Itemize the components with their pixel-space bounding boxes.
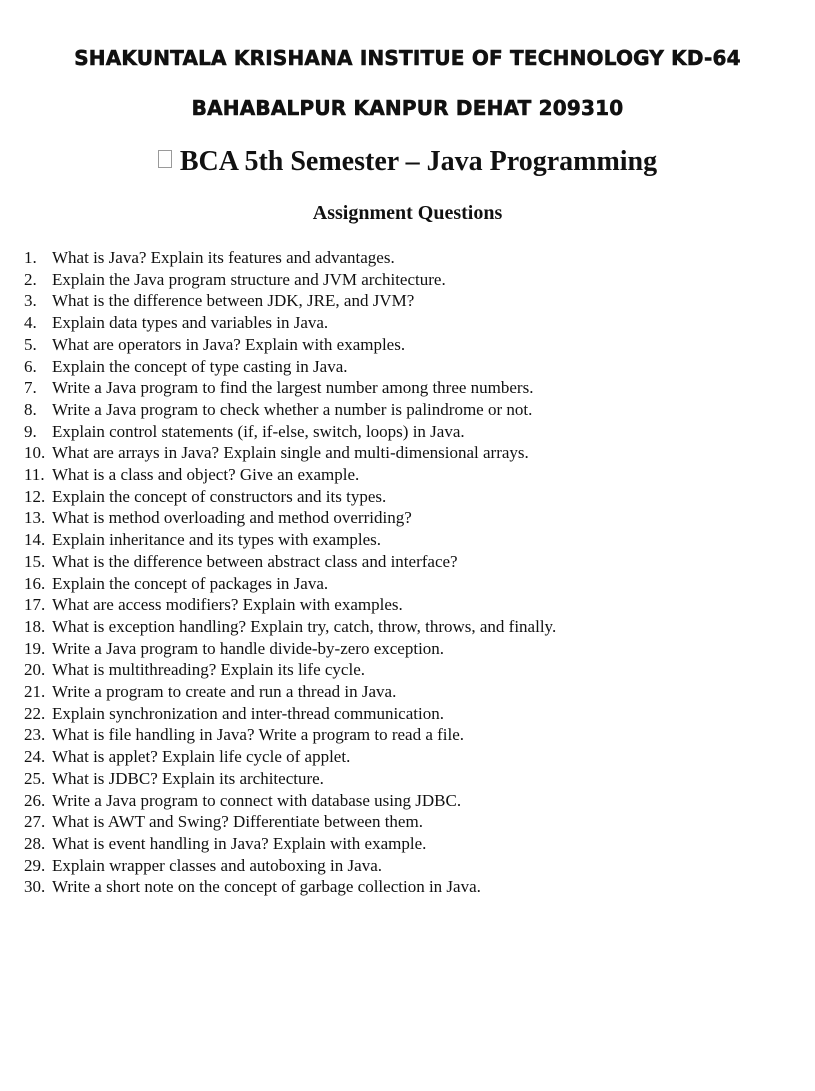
question-item bbox=[24, 529, 556, 551]
question-number: 24. bbox=[24, 747, 46, 767]
question-item bbox=[24, 681, 556, 703]
institute-name-line-1: SHAKUNTALA KRISHANA INSTITUE OF TECHNOLOGY KD-64 bbox=[74, 46, 741, 70]
question-item bbox=[24, 703, 556, 725]
question-text: What is applet? Explain life cycle of applet. bbox=[52, 747, 351, 767]
question-text: Explain inheritance and its types with examples. bbox=[52, 530, 382, 550]
question-number: 30. bbox=[24, 877, 46, 897]
institute-address-line-2: BAHABALPUR KANPUR DEHAT 209310 bbox=[191, 96, 624, 120]
question-number: 20. bbox=[24, 660, 46, 680]
question-number: 27. bbox=[24, 812, 46, 832]
question-item bbox=[24, 811, 556, 833]
question-item bbox=[24, 638, 556, 660]
question-item bbox=[24, 768, 556, 790]
question-text: What are access modifiers? Explain with examples. bbox=[52, 595, 403, 615]
question-number: 7. bbox=[24, 378, 37, 398]
question-text: Write a program to create and run a thread in Java. bbox=[52, 682, 397, 702]
question-number: 14. bbox=[24, 530, 46, 550]
course-title bbox=[0, 146, 815, 178]
question-item bbox=[24, 616, 556, 638]
question-text: What is Java? Explain its features and advantages. bbox=[52, 248, 395, 267]
question-text: Explain the concept of packages in Java. bbox=[52, 573, 329, 593]
question-text: What is a class and object? Give an example. bbox=[52, 465, 360, 485]
question-text: Write a Java program to find the largest number among three numbers. bbox=[52, 378, 534, 398]
question-item bbox=[24, 442, 556, 464]
question-number: 8. bbox=[24, 399, 37, 419]
question-item bbox=[24, 724, 556, 746]
question-text: Explain control statements (if, if-else, switch, loops) in Java. bbox=[52, 421, 465, 441]
question-item bbox=[24, 659, 556, 681]
question-number: 19. bbox=[24, 638, 46, 658]
question-text: What are operators in Java? Explain with examples. bbox=[52, 334, 406, 354]
question-item bbox=[24, 421, 556, 443]
question-number: 11. bbox=[24, 465, 45, 485]
question-item bbox=[24, 312, 556, 334]
question-text: Write a Java program to connect with database using JDBC. bbox=[52, 790, 462, 810]
question-number: 1. bbox=[24, 248, 37, 267]
question-number: 29. bbox=[24, 855, 46, 875]
question-item bbox=[24, 247, 556, 269]
question-item bbox=[24, 833, 556, 855]
question-text: What is the difference between abstract class and interface? bbox=[52, 551, 458, 571]
course-title-text: BCA 5th Semester – Java Programming bbox=[179, 146, 658, 177]
question-number: 16. bbox=[24, 573, 46, 593]
question-item bbox=[24, 507, 556, 529]
question-item bbox=[24, 876, 556, 898]
question-text: Explain the concept of type casting in Java. bbox=[52, 356, 348, 376]
question-number: 28. bbox=[24, 833, 46, 853]
question-item bbox=[24, 790, 556, 812]
question-item bbox=[24, 551, 556, 573]
question-item bbox=[24, 573, 556, 595]
question-item bbox=[24, 746, 556, 768]
question-text: What is method overloading and method overriding? bbox=[52, 508, 412, 528]
question-item bbox=[24, 486, 556, 508]
question-number: 13. bbox=[24, 508, 46, 528]
question-text: What is JDBC? Explain its architecture. bbox=[52, 768, 324, 788]
question-item bbox=[24, 855, 556, 877]
question-number: 18. bbox=[24, 616, 46, 636]
question-number: 15. bbox=[24, 551, 46, 571]
question-text: What is exception handling? Explain try, catch, throw, throws, and finally. bbox=[52, 616, 557, 636]
question-text: Write a short note on the concept of garbage collection in Java. bbox=[52, 877, 481, 897]
question-number: 3. bbox=[24, 291, 37, 311]
question-item bbox=[24, 290, 556, 312]
question-number: 2. bbox=[24, 269, 37, 289]
question-text: Write a Java program to handle divide-by-zero exception. bbox=[52, 638, 445, 658]
section-heading: Assignment Questions bbox=[312, 202, 503, 224]
question-text: Write a Java program to check whether a number is palindrome or not. bbox=[52, 399, 533, 419]
question-list bbox=[24, 247, 556, 898]
question-text: What is multithreading? Explain its life cycle. bbox=[52, 660, 365, 680]
question-number: 4. bbox=[24, 313, 37, 333]
question-text: What is file handling in Java? Write a program to read a file. bbox=[52, 725, 465, 745]
question-text: What are arrays in Java? Explain single and multi-dimensional arrays. bbox=[52, 443, 529, 463]
question-number: 6. bbox=[24, 356, 37, 376]
question-number: 22. bbox=[24, 703, 46, 723]
question-number: 9. bbox=[24, 421, 37, 441]
question-text: Explain the concept of constructors and its types. bbox=[52, 486, 387, 506]
question-item bbox=[24, 399, 556, 421]
question-item bbox=[24, 377, 556, 399]
question-number: 17. bbox=[24, 595, 46, 615]
question-text: What is event handling in Java? Explain with example. bbox=[52, 833, 427, 853]
question-item bbox=[24, 594, 556, 616]
question-text: Explain wrapper classes and autoboxing in Java. bbox=[52, 855, 382, 875]
question-item bbox=[24, 269, 556, 291]
question-number: 10. bbox=[24, 443, 46, 463]
question-text: Explain the Java program structure and JVM architecture. bbox=[52, 269, 446, 289]
question-text: What is the difference between JDK, JRE, and JVM? bbox=[52, 291, 415, 311]
question-number: 26. bbox=[24, 790, 46, 810]
question-number: 12. bbox=[24, 486, 46, 506]
question-text: Explain data types and variables in Java. bbox=[52, 313, 329, 333]
question-number: 23. bbox=[24, 725, 46, 745]
question-item bbox=[24, 334, 556, 356]
question-text: Explain synchronization and inter-thread communication. bbox=[52, 703, 444, 723]
missing-glyph-icon bbox=[158, 150, 172, 168]
question-number: 21. bbox=[24, 682, 46, 702]
question-item bbox=[24, 356, 556, 378]
question-number: 5. bbox=[24, 334, 37, 354]
question-item bbox=[24, 464, 556, 486]
question-number: 25. bbox=[24, 768, 46, 788]
question-text: What is AWT and Swing? Differentiate between them. bbox=[52, 812, 423, 832]
